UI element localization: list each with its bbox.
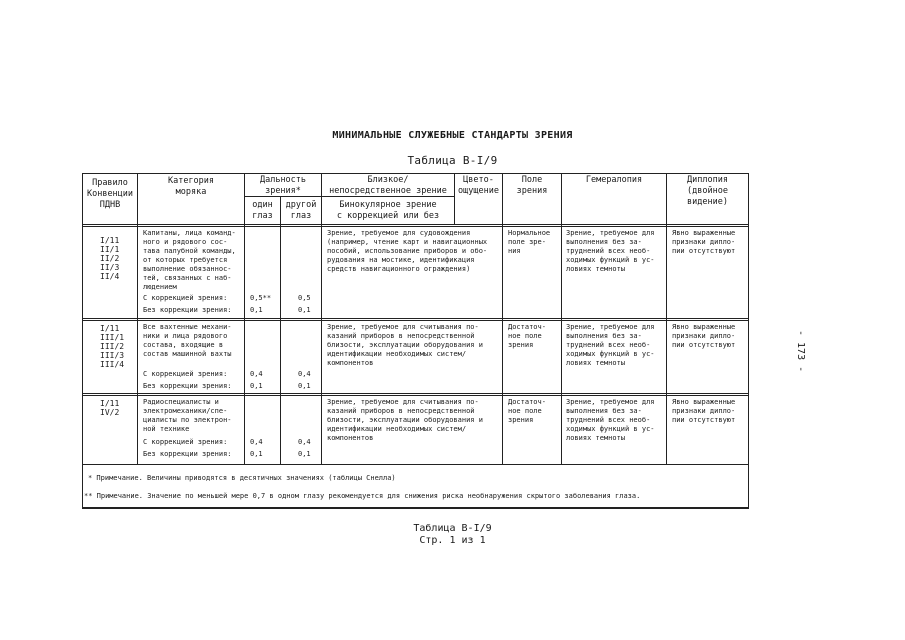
row-night-vision: Зрение, требуемое для выполнения без за- труднений всех необ- ходимых функций в ус- ловиях темноты — [566, 398, 655, 442]
row-with-correction-one-eye: 0,5** — [250, 294, 272, 302]
row-diplopia: Явно выраженные признаки дипло- пии отсутствуют — [672, 323, 736, 349]
header-distance-other-eye: другой глаз — [285, 200, 317, 221]
page-number-side: - 173 - — [795, 330, 806, 373]
row-diplopia: Явно выраженные признаки дипло- пии отсутствуют — [672, 229, 736, 255]
row-near-vision: Зрение, требуемое для считывания по- казаний приборов в непосредственной близости, эксплуатации оборудования и идентификации необходимых систем/ компонентов — [327, 323, 483, 367]
row-without-correction-other-eye: 0,1 — [298, 306, 311, 314]
row-rule: I/11 II/1 II/2 II/3 II/4 — [100, 236, 120, 281]
header-rule: Правило Конвенции ПДНВ — [86, 178, 134, 210]
row-with-correction-label: С коррекцией зрения: — [143, 438, 228, 446]
row-with-correction-other-eye: 0,4 — [298, 438, 311, 446]
row-with-correction-other-eye: 0,4 — [298, 370, 311, 378]
table-title: Таблица B-I/9 — [407, 154, 498, 167]
row-rule: I/11 III/1 III/2 III/3 III/4 — [100, 324, 125, 369]
row-visual-field: Достаточ- ное поле зрения — [508, 323, 546, 349]
row-diplopia: Явно выраженные признаки дипло- пии отсутствуют — [672, 398, 736, 424]
footnote-1: * Примечание. Величины приводятся в десятичных значениях (таблицы Снелла) — [88, 474, 396, 482]
row-with-correction-other-eye: 0,5 — [298, 294, 311, 302]
row-night-vision: Зрение, требуемое для выполнения без за- труднений всех необ- ходимых функций в ус- ловиях темноты — [566, 323, 655, 367]
row-without-correction-label: Без коррекции зрения: — [143, 382, 232, 390]
header-night-blindness: Гемералопия — [585, 175, 643, 185]
header-visual-field: Поле зрения — [516, 175, 548, 196]
row-category: Все вахтенные механи- ники и лица рядового состава, входящие в состав машинной вахты — [143, 323, 232, 358]
row-without-correction-one-eye: 0,1 — [250, 450, 263, 458]
row-near-vision: Зрение, требуемое для считывания по- казаний приборов в непосредственной близости, эксплуатации оборудования и идентификации необходимых систем/ компонентов — [327, 398, 483, 442]
row-without-correction-label: Без коррекции зрения: — [143, 450, 232, 458]
row-category: Капитаны, лица команд- ного и рядового сос- тава палубной команды, от которых требуется выполнение обязаннос- тей, связанных с наб- людением — [143, 229, 236, 291]
footnote-2: ** Примечание. Значение по меньшей мере 0,7 в одном глазу рекомендуется для снижения риска необнаружения скрытого заболевания глаза. — [84, 492, 641, 500]
row-visual-field: Достаточ- ное поле зрения — [508, 398, 546, 424]
row-with-correction-one-eye: 0,4 — [250, 438, 263, 446]
header-diplopia: Диплопия (двойное видение) — [687, 175, 728, 207]
header-distance: Дальность зрения* — [259, 175, 307, 196]
row-category: Радиоспециалисты и электромеханики/спе- циалисты по электрон- ной технике — [143, 398, 232, 433]
row-night-vision: Зрение, требуемое для выполнения без за- труднений всех необ- ходимых функций в ус- ловиях темноты — [566, 229, 655, 273]
row-rule: I/11 IV/2 — [100, 399, 120, 417]
header-near-vision: Близкое/ непосредственное зрение — [329, 175, 447, 196]
row-without-correction-other-eye: 0,1 — [298, 450, 311, 458]
row-without-correction-label: Без коррекции зрения: — [143, 306, 232, 314]
row-with-correction-label: С коррекцией зрения: — [143, 294, 228, 302]
row-without-correction-one-eye: 0,1 — [250, 306, 263, 314]
row-without-correction-other-eye: 0,1 — [298, 382, 311, 390]
header-near-vision-binocular: Бинокулярное зрение с коррекцией или без — [336, 200, 440, 221]
row-near-vision: Зрение, требуемое для судовождения (например, чтение карт и навигационных пособий, использование приборов и обо- рудования на мостике, идентификация средств навигационного ограждения) — [327, 229, 488, 273]
row-without-correction-one-eye: 0,1 — [250, 382, 263, 390]
row-with-correction-label: С коррекцией зрения: — [143, 370, 228, 378]
row-with-correction-one-eye: 0,4 — [250, 370, 263, 378]
header-category: Категория моряка — [167, 176, 215, 197]
footer-table-ref: Таблица B-I/9 — [413, 523, 492, 534]
header-distance-one-eye: один глаз — [252, 200, 273, 221]
page-title: МИНИМАЛЬНЫЕ СЛУЖЕБНЫЕ СТАНДАРТЫ ЗРЕНИЯ — [332, 130, 573, 141]
footer-page: Стр. 1 из 1 — [419, 535, 486, 546]
header-color-vision: Цвето- ощущение — [458, 175, 499, 196]
row-visual-field: Нормальное поле зре- ния — [508, 229, 551, 255]
